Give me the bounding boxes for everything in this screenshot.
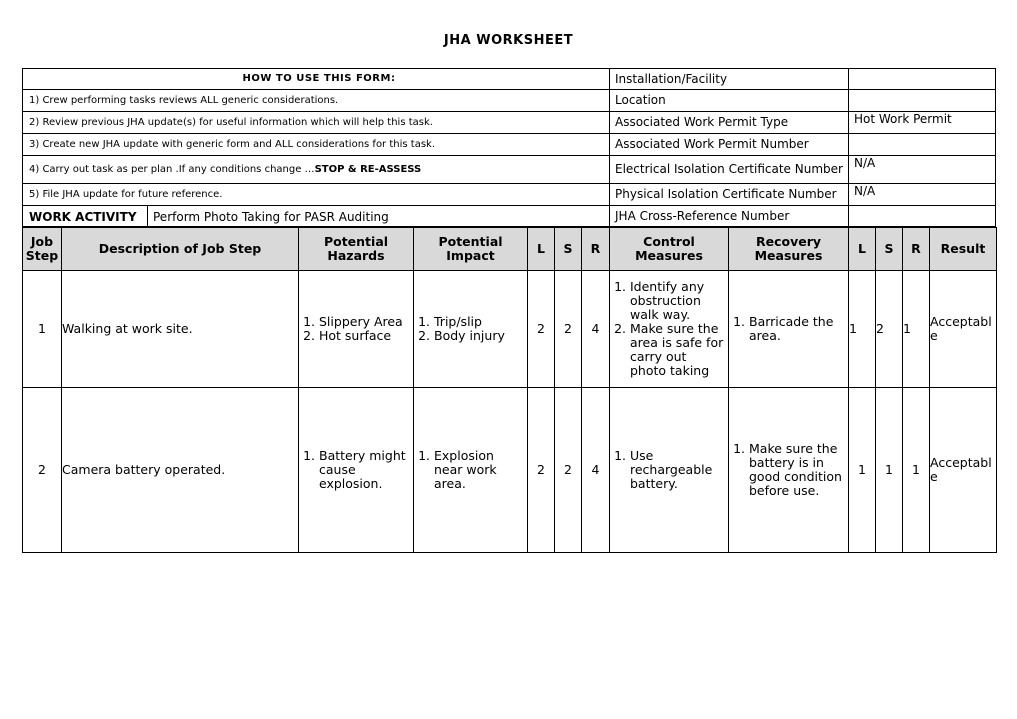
recovery-item: 1. Barricade the area. [749,315,845,343]
recovery-list [728,315,845,343]
column-header-impact: Potential Impact [413,227,528,271]
column-header-l2: L [848,227,876,271]
info-label: Installation/Facility [609,68,849,90]
column-header-control: Control Measures [609,227,729,271]
info-value [848,68,996,90]
step-value: 2 [38,462,46,477]
instruction-text: 5) File JHA update for future reference. [29,188,223,200]
info-value [848,205,996,228]
column-header-desc: Description of Job Step [61,227,299,271]
hazards-list [298,315,403,343]
instructions-heading-text: HOW TO USE THIS FORM: [242,73,396,84]
table-cell-step [22,387,62,553]
instruction-line [22,89,610,112]
table-cell-desc [61,387,299,553]
l1-value: 2 [537,462,545,477]
l1-value: 2 [537,321,545,336]
table-cell-r1 [581,387,610,553]
column-header-s2: S [875,227,903,271]
table-cell-s1 [554,270,582,388]
s2-value: 1 [885,462,893,477]
control-item: 2. Make sure the area is safe for carry out photo taking [630,322,725,378]
column-header-l1: L [527,227,555,271]
r1-value: 4 [591,462,600,477]
info-value: N/A [848,183,996,206]
table-cell-r1 [581,270,610,388]
info-label: Associated Work Permit Type [609,111,849,134]
result-value: Acceptable [930,455,992,484]
desc-value: Camera battery operated. [62,462,226,477]
s1-value: 2 [564,321,572,336]
column-header-recovery: Recovery Measures [728,227,849,271]
table-cell-hazards [298,270,414,388]
table-cell-l2 [848,387,876,553]
table-cell-l1 [527,387,555,553]
instruction-line [22,155,610,184]
r2-value: 1 [903,321,911,336]
table-cell-r2 [902,270,930,388]
info-label: Location [609,89,849,112]
s2-value: 2 [876,321,884,336]
info-label: Electrical Isolation Certificate Number [609,155,849,184]
instruction-emphasis: STOP & RE-ASSESS [314,163,422,175]
info-label: JHA Cross-Reference Number [609,205,849,228]
table-cell-impact [413,387,528,553]
s1-value: 2 [564,462,572,477]
table-cell-desc [61,270,299,388]
info-value: Hot Work Permit [848,111,996,134]
instruction-text: 3) Create new JHA update with generic form and ALL considerations for this task. [29,138,436,150]
table-cell-impact [413,270,528,388]
impact-item: 1. Trip/slip [434,315,505,329]
column-header-step: Job Step [22,227,62,271]
table-cell-step [22,270,62,388]
column-header-r2: R [902,227,930,271]
instruction-text: 1) Crew performing tasks reviews ALL generic considerations. [29,94,339,106]
hazards-item: 1. Battery might cause explosion. [319,449,410,491]
table-cell-r2 [902,387,930,553]
r1-value: 4 [591,321,600,336]
instruction-text: 4) Carry out task as per plan .If any conditions change … [29,163,315,175]
work-activity-label: WORK ACTIVITY [22,205,148,228]
result-value: Acceptable [930,314,992,343]
hazards-list [298,449,410,491]
control-item: 1. Identify any obstruction walk way. [630,280,725,322]
impact-list [413,449,524,491]
info-label: Associated Work Permit Number [609,133,849,156]
r2-value: 1 [912,462,920,477]
control-item: 1. Use rechargeable battery. [630,449,725,491]
info-value: N/A [848,155,996,184]
instructions-heading [22,68,610,90]
instruction-line [22,111,610,134]
table-cell-s2 [875,387,903,553]
table-cell-recovery [728,387,849,553]
control-list [609,449,725,491]
desc-value: Walking at work site. [62,321,193,336]
info-label: Physical Isolation Certificate Number [609,183,849,206]
instruction-text: 2) Review previous JHA update(s) for useful information which will help this task. [29,116,433,128]
impact-item: 1. Explosion near work area. [434,449,524,491]
impact-item: 2. Body injury [434,329,505,343]
column-header-r1: R [581,227,610,271]
table-cell-l2 [848,270,876,388]
instruction-line [22,183,610,206]
recovery-list [728,442,845,498]
l2-value: 1 [858,462,866,477]
l2-value: 1 [849,321,857,336]
recovery-item: 1. Make sure the battery is in good condition before use. [749,442,845,498]
table-cell-s2 [875,270,903,388]
table-cell-hazards [298,387,414,553]
page-title: JHA WORKSHEET [443,33,574,48]
table-cell-result [929,270,997,388]
hazards-item: 2. Hot surface [319,329,403,343]
work-activity-value: Perform Photo Taking for PASR Auditing [147,205,610,228]
table-cell-result [929,387,997,553]
info-value [848,89,996,112]
step-value: 1 [38,321,46,336]
table-cell-s1 [554,387,582,553]
table-cell-l1 [527,270,555,388]
hazards-item: 1. Slippery Area [319,315,403,329]
instruction-line [22,133,610,156]
column-header-hazards: Potential Hazards [298,227,414,271]
table-cell-control [609,270,729,388]
column-header-s1: S [554,227,582,271]
impact-list [413,315,505,343]
table-cell-control [609,387,729,553]
column-header-result: Result [929,227,997,271]
table-cell-recovery [728,270,849,388]
control-list [609,280,725,378]
info-value [848,133,996,156]
